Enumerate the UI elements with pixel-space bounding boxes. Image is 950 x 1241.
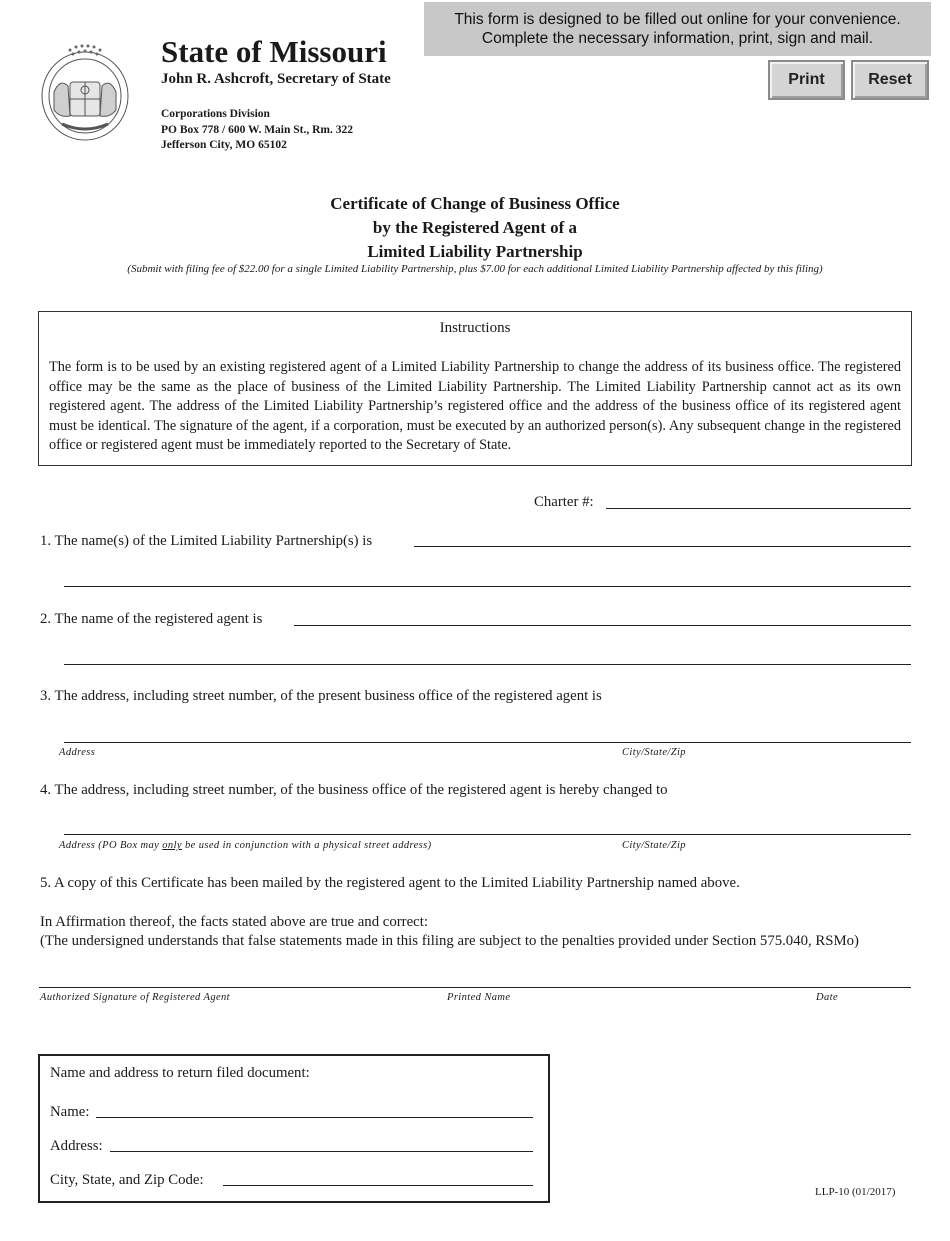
po-caption-only: only [162,840,182,851]
return-address-label: Address: [50,1138,103,1154]
llp-name-field-2[interactable] [64,586,911,587]
return-name-label: Name: [50,1104,90,1120]
return-city-label: City, State, and Zip Code: [50,1172,204,1188]
po-caption-post: be used in conjunction with a physical street address) [181,840,432,851]
return-city-field[interactable] [223,1185,533,1186]
print-button[interactable]: Print [768,60,845,100]
po-box: PO Box 778 / 600 W. Main St., Rm. 322 [161,123,354,136]
affirmation [40,913,859,951]
new-address-field[interactable] [64,834,911,835]
online-form-banner [424,2,931,56]
item-5-text: 5. A copy of this Certificate has been mailed by the registered agent to the Limited Liability Partnership named above. [40,875,740,891]
instructions-body: The form is to be used by an existing registered agent of a Limited Liability Partnership to change the address of its business office. The registered office may be the same as the place of business of the Limited Liability Partnership. The Limited Liability Partnership cannot act as its own registered agent. The address of the Limited Liability Partnership’s registered office and the address of the business office of its registered agent must be identical. The signature of the agent, if a corporation, must be executed by an authorized person(s). Any subsequent change in the registered office or registered agent must be immediately reported to the Secretary of State. [49,359,901,453]
charter-number-field[interactable] [606,508,911,509]
return-address-field[interactable] [110,1151,533,1152]
return-name-field[interactable] [96,1117,533,1118]
secretary-name: John R. Ashcroft, Secretary of State [161,71,391,87]
llp-name-field-1[interactable] [414,546,911,547]
title-line-3: Limited Liability Partnership [367,242,583,261]
title-line-1: Certificate of Change of Business Office [330,194,620,213]
division-name: Corporations Division [161,108,270,120]
fee-note: (Submit with filing fee of $22.00 for a single Limited Liability Partnership, plus $7.00 for each additional Limited Liability Partnership affected by this filing) [127,263,823,275]
affirmation-line-2: (The undersigned understands that false statements made in this filing are subject to the penalties provided under Section 575.040, RSMo) [40,933,859,949]
agent-name-field-1[interactable] [294,625,911,626]
banner-line-2: Complete the necessary information, print, sign and mail. [481,30,874,47]
form-title [0,192,950,264]
affirmation-line-1: In Affirmation thereof, the facts stated above are true and correct: [40,914,428,930]
banner-line-1: This form is designed to be filled out online for your convenience. [454,11,901,28]
return-address-box [38,1054,550,1203]
state-seal-icon [40,42,130,146]
new-city-state-zip-caption: City/State/Zip [622,840,686,851]
signature-line[interactable] [39,987,911,988]
reset-button[interactable]: Reset [851,60,929,100]
office-address [161,107,353,154]
address-caption: Address [59,747,96,758]
city-line: Jefferson City, MO 65102 [161,139,287,151]
state-name: State of Missouri [161,34,387,69]
agent-name-field-2[interactable] [64,664,911,665]
item-4-text: 4. The address, including street number, of the business office of the registered agent is hereby changed to [40,782,668,798]
return-box-heading: Name and address to return filed document: [50,1065,310,1081]
item-3-text: 3. The address, including street number, of the present business office of the registered agent is [40,688,602,704]
signature-caption: Authorized Signature of Registered Agent [40,992,231,1003]
city-state-zip-caption: City/State/Zip [622,747,686,758]
present-address-field[interactable] [64,742,911,743]
new-address-caption [59,840,432,851]
po-caption-pre: Address (PO Box may [59,840,163,851]
item-1-text: 1. The name(s) of the Limited Liability Partnership(s) is [40,533,373,549]
form-number: LLP-10 (01/2017) [815,1186,896,1198]
item-2-text: 2. The name of the registered agent is [40,611,263,627]
charter-label: Charter #: [534,494,594,510]
title-line-2: by the Registered Agent of a [372,218,578,237]
date-caption: Date [816,992,839,1003]
instructions-heading: Instructions [439,320,511,336]
instructions-box [38,311,912,466]
printed-name-caption: Printed Name [447,992,511,1003]
